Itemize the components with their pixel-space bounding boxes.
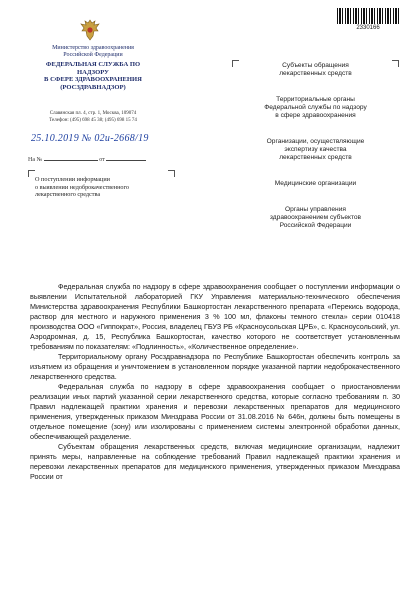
recipient-line: здравоохранением субъектов xyxy=(269,214,362,221)
subject-corner-left xyxy=(28,170,35,177)
agency-address xyxy=(30,110,156,124)
recipient-line: экспертизу качества xyxy=(284,146,347,153)
recipient-line: Федеральной службы по надзору xyxy=(264,104,367,111)
recipient-line: Медицинские организации xyxy=(274,180,357,187)
letter-body xyxy=(30,282,400,482)
body-paragraph-1: Федеральная служба по надзору в сфере здравоохранения сообщает о поступлении информации о выявлении Испытательной лабораторией ГКУ Управления материально-технического обеспечения Министерства здравоохранения Республики Башкортостан лекарственного препарата «Перекись водорода, раствор для местного и наружного применения 3 % 100 мл, флаконы темного стекла» серии 010418 производства ООО «Гиппократ», Россия, владелец ГБУЗ РБ «Красноусольская ЦРБ», с. Красноусольский, ул. Аэродромная, д. 15, Республика Башкортостан, качество которого не соответствует установленным требованиям по показателям: «Подлинность», «Количественное определение». xyxy=(30,282,400,351)
phone-line: Телефон: (495) 698 45 38; (495) 698 15 74 xyxy=(49,118,137,123)
barcode xyxy=(337,8,399,24)
letter-subject xyxy=(35,176,165,199)
recipient-line: Субъекты обращения xyxy=(282,62,349,69)
subject-corner-right xyxy=(168,170,175,177)
recipient-line: в сфере здравоохранения xyxy=(275,112,356,119)
reference-number-label: На № xyxy=(28,157,43,163)
subject-line-2: о выявлении недоброкачественного xyxy=(35,183,129,191)
barcode-number: 2330166 xyxy=(356,25,380,31)
recipient-item xyxy=(238,138,393,162)
body-paragraph-3: Федеральная служба по надзору в сфере здравоохранения сообщает о приостановлении реализации иных партий указанной серии лекарственного средства, которые согласно требованиям п. 30 Правил надлежащей практики хранения и перевозки лекарственных препаратов для медицинского применения, утвержденных приказом Минздрава России от 31.08.2016 № 646н, должны быть помещены в отдельное помещение (зону) или изолированы с применением системы электронной обработки данных, обеспечивающей разделение. xyxy=(30,382,400,441)
recipient-line: Российской Федерации xyxy=(279,222,352,229)
body-paragraph-2: Территориальному органу Росздравнадзора по Республике Башкортостан обеспечить контроль за изъятием из обращения и уничтожением в установленном порядке указанной партии недоброкачественного лекарственного средства. xyxy=(30,352,400,381)
body-paragraph-4: Субъектам обращения лекарственных средств, включая медицинские организации, надлежит принять меры, направленные на соблюдение требований Правил надлежащей практики хранения и перевозки лекарственных препаратов для медицинского применения, утвержденных приказом Минздрава России от xyxy=(30,442,400,481)
handwritten-registration: 25.10.2019 № 02и-2668/19 xyxy=(31,133,149,144)
recipient-item xyxy=(238,180,393,188)
recipient-item xyxy=(238,206,393,230)
agency-line-3: (РОСЗДРАВНАДЗОР) xyxy=(60,83,126,91)
address-line: Славянская пл. 4, стр. 1, Москва, 109074 xyxy=(49,111,137,116)
coat-of-arms-icon xyxy=(79,18,101,42)
recipient-line: Органы управления xyxy=(285,206,346,213)
recipient-item xyxy=(238,62,393,78)
subject-line-3: лекарственного средства xyxy=(35,191,101,199)
agency-line-2: В СФЕРЕ ЗДРАВООХРАНЕНИЯ xyxy=(44,76,142,84)
ministry-name: Министерство здравоохранения Российской Федерации xyxy=(52,45,134,58)
reference-number-blank xyxy=(44,154,98,161)
recipient-item xyxy=(238,96,393,120)
recipient-line: Организации, осуществляющие xyxy=(266,138,365,145)
agency-name xyxy=(30,61,156,91)
reference-date-blank xyxy=(106,154,146,161)
recipient-line: лекарственных средств xyxy=(279,70,352,77)
reference-date-label: от xyxy=(99,157,105,163)
reference-line xyxy=(28,154,146,163)
subject-line-1: О поступлении информации xyxy=(35,176,110,183)
recipient-line: лекарственных средств xyxy=(279,154,352,161)
recipient-line: Территориальные органы xyxy=(276,96,355,103)
recipient-corner-right xyxy=(392,60,399,67)
agency-line-1: ФЕДЕРАЛЬНАЯ СЛУЖБА ПО НАДЗОРУ xyxy=(45,61,141,76)
